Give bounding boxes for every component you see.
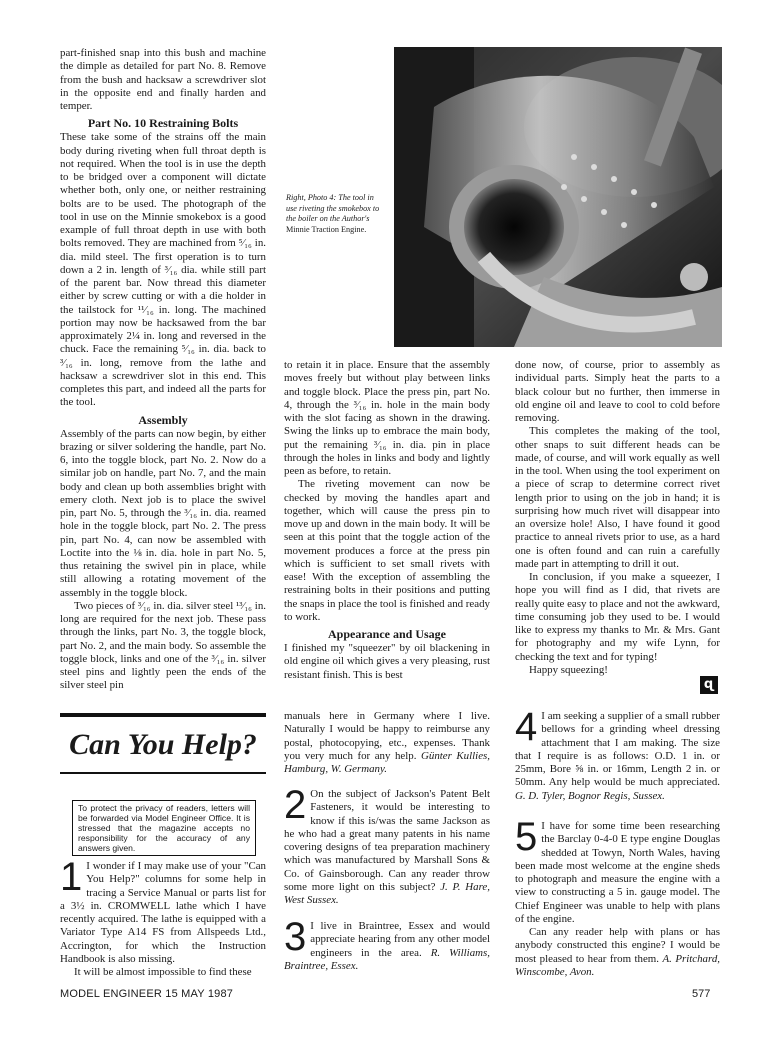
query-5-signature: A. Pritchard, Winscombe, Avon. [515, 952, 720, 978]
query-1 [60, 855, 266, 979]
query-4-number: 4 [515, 705, 538, 749]
col3-paragraph-3: In conclusion, if you make a squeezer, I hope you will find as I did, that rivets are really quite easy to place and not the awkward, time consuming job they used to be. I would like to express my thanks to Mr. & Mrs. Gant for photography and my wife Lynn, for checking the text and for typing! [515, 571, 720, 663]
col3-paragraph-4: Happy squeezing! [529, 663, 608, 676]
query-4 [515, 705, 720, 803]
section-rule-top [60, 713, 266, 717]
col2-paragraph-2: The riveting movement can now be checked by moving the handles apart and together, which will cause the press pin to move up and down in the main body. It will be seen at this point that the toggle action of the movement produces a force at the press pin which is sufficient to set small rivets with ease! With the exception of assembling the restraining bolts in their positions and putting the snaps in place the tool is finished and ready to work. [284, 478, 490, 623]
query-2-text: On the subject of Jackson's Patent Belt Fasteners, it would be interesting to know if this is/was the same Jackson as he who had a great many patents in his name covering designs of tea preparation machinery which was manufactured by Marshall Sons & Co. of Gainsborough. Can any reader throw some more light on this subject? [284, 788, 490, 893]
heading-appearance-usage: Appearance and Usage [327, 627, 446, 641]
article-column-1 [60, 47, 266, 693]
query-3 [284, 915, 490, 973]
query-5-text-2-body: Can any reader help with plans or has anybody constructed this engine? I would be most pleased to hear from them. [515, 926, 720, 965]
col3-paragraph-2: This completes the making of the tool, other snaps to suit different heads can be made, of course, and will work equally as well in the tool. When using the tool experiment on a piece of scrap to determine correct rivet length prior to using on the job in hand; it is surprising how much rivet will disappear into an oversize hole! Also, I have found it good practice to anneal rivets prior to use, as a hard one is often found and can ruin a carefully made part in attempting to drill it out. [515, 425, 720, 570]
article-column-2 [284, 359, 490, 682]
col3-paragraph-1: done now, of course, prior to assembly as individual parts. Simply heat the parts to a black colour but no further, then immerse in old engine oil and leave to cool to cold before removing. [515, 359, 720, 424]
query-5 [515, 815, 720, 979]
footer-publication: MODEL ENGINEER 15 MAY 1987 [60, 988, 234, 1000]
photo-caption [286, 193, 382, 235]
query-3-number: 3 [284, 915, 307, 959]
query-1-continued: It will be almost impossible to find these [74, 966, 252, 978]
page-number: 577 [692, 988, 711, 1000]
heading-assembly: Assembly [138, 412, 188, 427]
query-4-text: I am seeking a supplier of a small rubber bellows for a grinding wheel dressing attachment that I am making. The size that I require is as follows: O.D. 1 in. or 25mm, Bore ⅝ in. or 16mm, Length 2 in. or 50mm. Any help would be much appreciated. [515, 710, 720, 789]
query-3-text: I live in Braintree, Essex and would appreciate hearing from any other model engineers in the area. [310, 920, 490, 959]
query-5-text: I have for some time been researching the Barclay 0-4-0 E type engine Douglas shedded at Towyn, North Wales, having been made most welcome at the engine sheds to photograph and measure the engine with a view to constructing a 5 in. gauge model. The Chief Engineer was unable to help with plans of the engine. [515, 820, 720, 925]
intro-paragraph: part-finished snap into this bush and machine the dimple as detailed for part No. 8. Remove from the bush and hacksaw a screwdriver slot in the opposite end and finally harden and temper. [60, 47, 266, 112]
query-2 [284, 783, 490, 907]
part10-paragraph: These take some of the strains off the main body during riveting when full throat depth is not required. When the tool is in use the depth to be bridged over a component will dictate whether both, only one, or neither restraining bolts are to be used. The photograph of the tool in use on the Minnie smokebox is a good example of full throat depth in use with both bolts removed. They are machined from ⁵⁄₁₆ in. dia. mild steel. The first operation is to turn down a 2 in. length of ³⁄₁₆ dia. while still part of the parent bar. Now thread this diameter either by screw cutting or with a die holder in the tailstock for ¹¹⁄₁₆ in. long. The machined portion may now be hacksawed from the bar approximately 2¼ in. long and reversed in the chuck. Face the remaining ⁵⁄₁₆ in. dia. back to ³⁄₁₆ in. long, remove from the lathe and hacksaw a screwdriver slot in this end. This completes this part, and indeed all the parts for the tool. [60, 131, 266, 409]
query-4-signature: G. D. Tyler, Bognor Regis, Sussex. [515, 789, 665, 802]
query-2-number: 2 [284, 783, 307, 827]
photo-illustration [394, 47, 722, 347]
heading-restraining-bolts: Part No. 10 Restraining Bolts [87, 116, 239, 131]
caption-roman: Minnie Traction Engine. [286, 224, 367, 234]
section-rule-bottom [60, 772, 266, 774]
query-5-text-2 [515, 926, 720, 979]
photo-riveting-smokebox [394, 47, 722, 347]
query-2-signature: J. P. Hare, West Sussex. [284, 880, 490, 906]
query-3-signature: R. Williams, Braintree, Essex. [284, 946, 490, 972]
article-column-3 [515, 359, 720, 677]
assembly-paragraph-1: Assembly of the parts can now begin, by either brazing or silver soldering the handle, part No. 6, into the toggle block, part No. 2. Now do a similar job on handle, part No. 7, and the main body and clean up both assemblies bright with emery cloth. Next job is to place the swivel pin, part No. 5, through the ³⁄₁₆ in. dia. reamed hole in the toggle block, part No. 2. The press pin, part No. 4, can now be assembled with Loctite into the ⅛ in. dia. hole in part No. 5, thus retaining the swivel pin in place, while still allowing a rotating movement of the assembly in the toggle block. [60, 427, 266, 599]
caption-italic: Right, Photo 4: The tool in use riveting the smokebox to the boiler on the Author's [286, 193, 380, 223]
query-1-signature: Günter Kullies, Hamburg, W. Germany. [284, 749, 490, 775]
query-1-text-cont: manuals here in Germany where I live. Naturally I would be happy to reimburse any postal, photocopying, etc., expenses. Thank you very much for any help. [284, 710, 490, 762]
query-1-number: 1 [60, 855, 83, 899]
privacy-notice: To protect the privacy of readers, letters will be forwarded via Model Engineer Office. It is stressed that the magazine accepts no responsibility for the accuracy of any answers given. [72, 800, 256, 856]
section-title: Can You Help? [69, 728, 257, 761]
query-1-text: I wonder if I may make use of your "Can You Help?" columns for some help in tracing a Service Manual or parts list for a 3½ in. CROMWELL lathe which I have recently acquired. The lathe is equipped with a Variator Type A14 FS from Allspeeds Ltd., Accrington, for which the Instruction Handbook is also missing. [60, 860, 266, 965]
col2-paragraph-3: I finished my "squeezer" by oil blackening in old engine oil which gives a very pleasing, rust resistant finish. This is best [284, 642, 490, 681]
query-1-continuation [284, 710, 490, 776]
query-5-number: 5 [515, 815, 538, 859]
assembly-paragraph-2: Two pieces of ³⁄₁₆ in. dia. silver steel ¹³⁄₁₆ in. long are required for the next job. These pass through the links, part No. 3, the toggle block, part No. 2, and the main body. So assemble the toggle block, links and one of the ³⁄₁₆ in. silver steel pins and lightly peen the ends of the silver steel pin [60, 599, 266, 692]
col2-paragraph-1: to retain it in place. Ensure that the assembly moves freely but without play between links and toggle block. Place the press pin, part No. 4, through the ³⁄₁₆ in. hole in the main body with the slot facing as shown in the drawing. Swing the links up to embrace the main body, put the remaining ³⁄₁₆ in. dia. pin in place through the holes in links and body and lightly peen as before, to retain. [284, 359, 490, 477]
end-of-article-icon: ɋ [700, 676, 718, 694]
